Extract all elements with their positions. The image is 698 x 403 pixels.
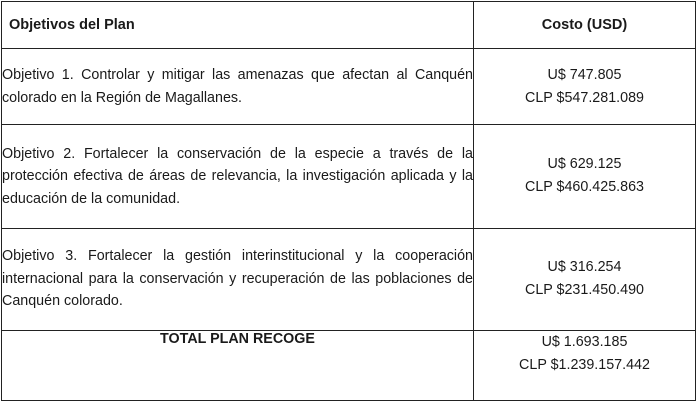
header-cost: Costo (USD) — [474, 2, 696, 49]
total-row — [2, 330, 696, 400]
total-cost-clp: CLP $1.239.157.442 — [519, 356, 650, 373]
objective-2-text: Objetivo 2. Fortalecer la conservación de la especie a través de la protección efectiva de áreas de relevancia, la investigación aplicada y la educación de la comunidad. — [2, 125, 474, 228]
total-cost — [474, 330, 696, 400]
objective-2-cost-usd: U$ 629.125 — [547, 156, 622, 173]
total-label: TOTAL PLAN RECOGE — [2, 330, 474, 400]
table-row — [2, 125, 696, 228]
objective-3-cost-clp: CLP $231.450.490 — [525, 282, 644, 299]
table-row — [2, 228, 696, 330]
objective-1-cost-usd: U$ 747.805 — [547, 66, 622, 83]
objective-2-cost-clp: CLP $460.425.863 — [525, 179, 644, 196]
objective-1-cost-clp: CLP $547.281.089 — [525, 89, 644, 106]
objective-1-text: Objetivo 1. Controlar y mitigar las amenazas que afectan al Canquén colorado en la Región de Magallanes. — [2, 49, 474, 125]
table-row — [2, 49, 696, 125]
header-objectives: Objetivos del Plan — [2, 2, 474, 49]
total-cost-usd: U$ 1.693.185 — [541, 333, 628, 350]
objective-3-text: Objetivo 3. Fortalecer la gestión interinstitucional y la cooperación internacional para la conservación y recuperación de las poblaciones de Canquén colorado. — [2, 228, 474, 330]
objective-3-cost-usd: U$ 316.254 — [547, 259, 622, 276]
objective-1-cost — [474, 49, 696, 125]
table-header-row — [2, 2, 696, 49]
plan-cost-table — [1, 1, 696, 401]
objective-2-cost — [474, 125, 696, 228]
objective-3-cost — [474, 228, 696, 330]
